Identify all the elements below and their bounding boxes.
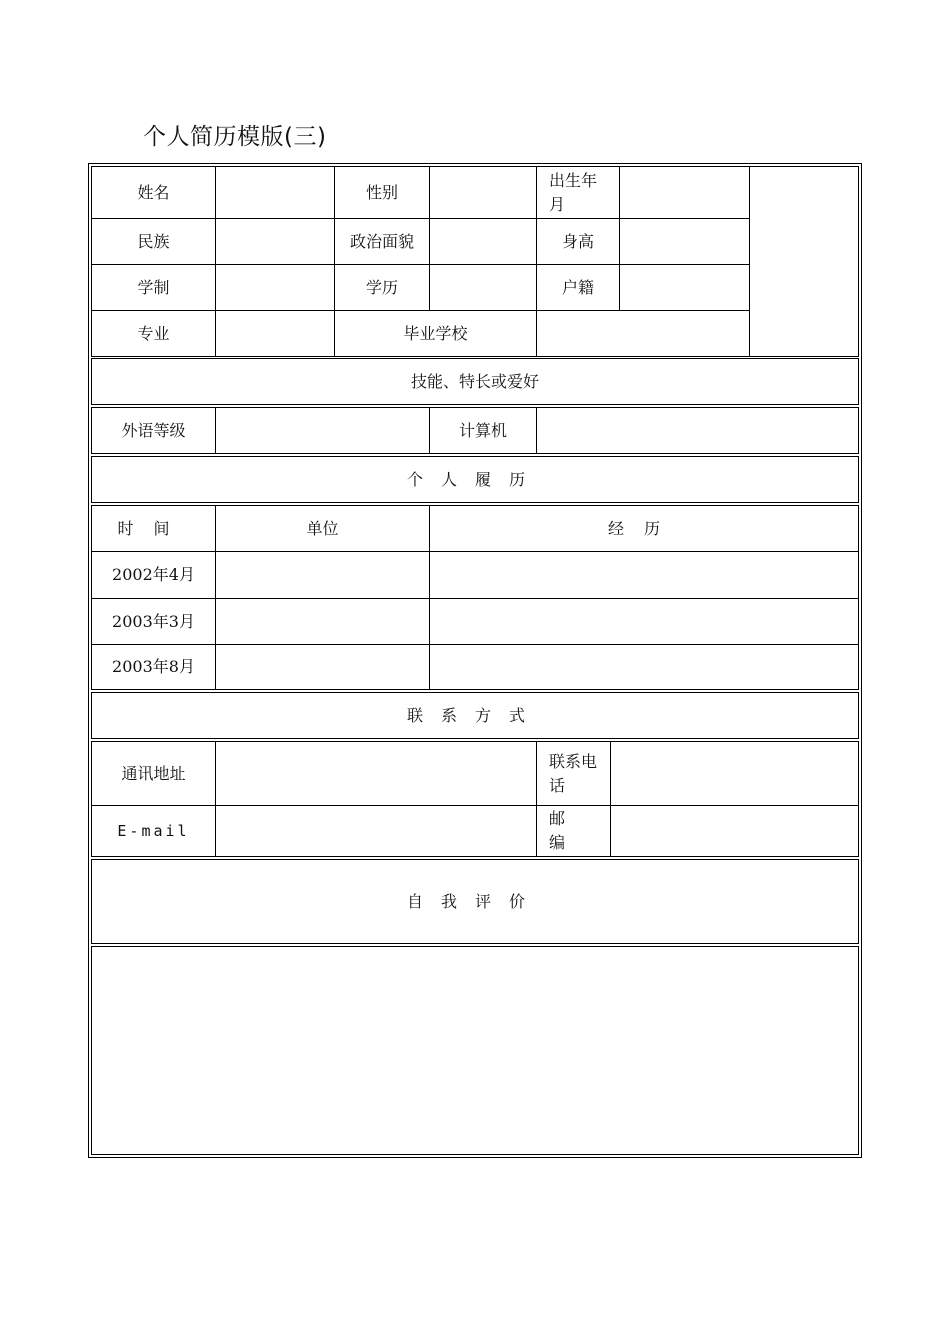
schooling-field[interactable] (215, 264, 335, 311)
photo-area[interactable] (749, 166, 859, 357)
phone-label-cell (536, 741, 611, 806)
postcode-label-cell (536, 805, 611, 857)
history-row-unit[interactable] (215, 644, 430, 690)
history-col-time: 时间 (91, 505, 216, 552)
history-row-unit[interactable] (215, 551, 430, 599)
history-row-unit[interactable] (215, 598, 430, 645)
email-field[interactable] (215, 805, 537, 857)
major-label: 专业 (91, 310, 216, 357)
postcode-label: 邮编 (549, 809, 566, 852)
gender-label: 性别 (334, 166, 430, 219)
ethnicity-field[interactable] (215, 218, 335, 265)
gender-field[interactable] (429, 166, 537, 219)
computer-label: 计算机 (429, 407, 537, 454)
name-field[interactable] (215, 166, 335, 219)
major-field[interactable] (215, 310, 335, 357)
birth-label-cell (536, 166, 620, 219)
education-field[interactable] (429, 264, 537, 311)
height-label: 身高 (536, 218, 620, 265)
history-row-time: 2002年4月 (91, 551, 216, 599)
page-title: 个人简历模版(三) (143, 124, 327, 150)
self-eval-field[interactable] (91, 946, 859, 1155)
history-row-time: 2003年3月 (91, 598, 216, 645)
birth-field[interactable] (619, 166, 750, 219)
political-label: 政治面貌 (334, 218, 430, 265)
postcode-field[interactable] (610, 805, 859, 857)
history-header: 个人履历 (91, 456, 859, 503)
history-col-experience: 经历 (429, 505, 859, 552)
phone-field[interactable] (610, 741, 859, 806)
household-label: 户籍 (536, 264, 620, 311)
household-field[interactable] (619, 264, 750, 311)
email-label: E-mail (91, 805, 216, 857)
history-row-time: 2003年8月 (91, 644, 216, 690)
skills-header: 技能、特长或爱好 (91, 358, 859, 405)
history-row-experience[interactable] (429, 551, 859, 599)
political-field[interactable] (429, 218, 537, 265)
history-row-experience[interactable] (429, 644, 859, 690)
birth-label: 出生年月 (549, 170, 598, 214)
self-eval-header: 自我评价 (91, 859, 859, 944)
name-label: 姓名 (91, 166, 216, 219)
contact-header: 联系方式 (91, 692, 859, 739)
language-field[interactable] (215, 407, 430, 454)
phone-label: 联系电话 (549, 751, 598, 795)
history-col-unit: 单位 (215, 505, 430, 552)
schooling-label: 学制 (91, 264, 216, 311)
language-label: 外语等级 (91, 407, 216, 454)
history-row-experience[interactable] (429, 598, 859, 645)
address-field[interactable] (215, 741, 537, 806)
ethnicity-label: 民族 (91, 218, 216, 265)
school-field[interactable] (536, 310, 750, 357)
school-label: 毕业学校 (334, 310, 537, 357)
address-label: 通讯地址 (91, 741, 216, 806)
computer-field[interactable] (536, 407, 859, 454)
education-label: 学历 (334, 264, 430, 311)
height-field[interactable] (619, 218, 750, 265)
